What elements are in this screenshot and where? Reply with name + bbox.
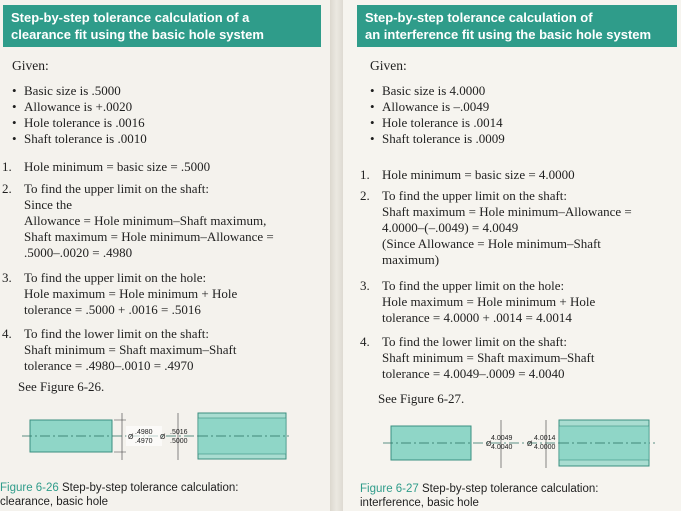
right-see-figure: See Figure 6-27. bbox=[378, 391, 465, 406]
left-header bbox=[3, 5, 321, 47]
step-line: Shaft maximum = Hole minimum–Allowance = bbox=[24, 229, 274, 244]
step-line: Hole maximum = Hole minimum + Hole bbox=[382, 294, 596, 309]
page-gutter bbox=[330, 0, 343, 511]
hole-lower-limit: 4.0000 bbox=[534, 444, 556, 451]
step-line: .5000–.0020 = .4980 bbox=[24, 245, 133, 260]
caption-text: Step-by-step tolerance calculation: bbox=[422, 483, 599, 495]
step-line: Shaft maximum = Hole minimum–Allowance = bbox=[382, 204, 632, 219]
step-number: 1. bbox=[2, 159, 12, 174]
step-line: maximum) bbox=[382, 252, 440, 267]
list-item: • Shaft tolerance is .0009 bbox=[368, 131, 505, 147]
step-line: Hole minimum = basic size = .5000 bbox=[24, 159, 211, 174]
left-header-line2: clearance fit using the basic hole system bbox=[11, 27, 264, 42]
right-header-line2: an interference fit using the basic hole system bbox=[365, 27, 652, 42]
step-number: 3. bbox=[360, 278, 370, 293]
diameter-symbol: Ø bbox=[160, 434, 166, 441]
left-page bbox=[0, 0, 330, 511]
figure-number: Figure 6-26 bbox=[0, 482, 59, 494]
left-caption-line2: clearance, basic hole bbox=[0, 496, 109, 508]
step-line: To find the lower limit on the shaft: bbox=[24, 326, 210, 341]
step-line: Shaft minimum = Shaft maximum–Shaft bbox=[24, 342, 237, 357]
step-line: 4.0000–(–.0049) = 4.0049 bbox=[382, 220, 519, 235]
step-line: Shaft minimum = Shaft maximum–Shaft bbox=[382, 350, 595, 365]
step-line: To find the upper limit on the shaft: bbox=[382, 188, 568, 203]
right-given-list bbox=[368, 83, 505, 147]
step-line: (Since Allowance = Hole minimum–Shaft bbox=[382, 236, 601, 251]
left-caption bbox=[0, 481, 238, 495]
hole-upper-limit: 4.0014 bbox=[534, 435, 556, 442]
step-number: 2. bbox=[360, 188, 370, 203]
right-page bbox=[343, 0, 681, 511]
shaft-lower-limit: .4970 bbox=[135, 438, 153, 445]
caption-text: Step-by-step tolerance calculation: bbox=[62, 482, 239, 494]
shaft-upper-limit: 4.0049 bbox=[491, 435, 513, 442]
step-line: tolerance = .4980–.0010 = .4970 bbox=[24, 358, 194, 373]
step-line: To find the lower limit on the shaft: bbox=[382, 334, 568, 349]
right-header bbox=[357, 5, 677, 47]
left-see-figure: See Figure 6-26. bbox=[18, 379, 105, 394]
step-line: Hole maximum = Hole minimum + Hole bbox=[24, 286, 238, 301]
step-line: Since the bbox=[24, 197, 73, 212]
step-line: tolerance = .5000 + .0016 = .5016 bbox=[24, 302, 201, 317]
step-line: tolerance = 4.0000 + .0014 = 4.0014 bbox=[382, 310, 572, 325]
step-line: Hole minimum = basic size = 4.0000 bbox=[382, 167, 575, 182]
step-line: tolerance = 4.0049–.0009 = 4.0040 bbox=[382, 366, 565, 381]
step-number: 3. bbox=[2, 270, 12, 285]
list-item: • Allowance is –.0049 bbox=[368, 99, 505, 115]
right-caption bbox=[360, 482, 598, 496]
step-number: 1. bbox=[360, 167, 370, 182]
list-item: • Basic size is 4.0000 bbox=[368, 83, 505, 99]
figure-number: Figure 6-27 bbox=[360, 483, 419, 495]
diameter-symbol: Ø bbox=[527, 441, 533, 448]
list-item: • Shaft tolerance is .0010 bbox=[10, 131, 147, 147]
shaft-upper-limit: .4980 bbox=[135, 429, 153, 436]
list-item: • Allowance is +.0020 bbox=[10, 99, 147, 115]
right-caption-line2: interference, basic hole bbox=[360, 497, 479, 509]
figure-6-26-drawing bbox=[22, 408, 302, 468]
step-number: 4. bbox=[360, 334, 370, 349]
right-given-label: Given: bbox=[370, 58, 407, 73]
list-item: • Hole tolerance is .0014 bbox=[368, 115, 505, 131]
list-item: • Basic size is .5000 bbox=[10, 83, 147, 99]
right-header-line1: Step-by-step tolerance calculation of bbox=[365, 10, 593, 25]
step-line: To find the upper limit on the hole: bbox=[382, 278, 565, 293]
left-header-line1: Step-by-step tolerance calculation of a bbox=[11, 10, 250, 25]
left-given-label: Given: bbox=[12, 58, 49, 73]
step-line: Allowance = Hole minimum–Shaft maximum, bbox=[24, 213, 267, 228]
step-line: To find the upper limit on the hole: bbox=[24, 270, 207, 285]
shaft-lower-limit: 4.0040 bbox=[491, 444, 513, 451]
step-line: To find the upper limit on the shaft: bbox=[24, 181, 210, 196]
list-item: • Hole tolerance is .0016 bbox=[10, 115, 147, 131]
left-given-list bbox=[10, 83, 147, 147]
figure-6-27-drawing bbox=[383, 418, 663, 474]
diameter-symbol: Ø bbox=[128, 434, 134, 441]
hole-lower-limit: .5000 bbox=[170, 438, 188, 445]
diameter-symbol: Ø bbox=[486, 441, 492, 448]
hole-upper-limit: .5016 bbox=[170, 429, 188, 436]
step-number: 4. bbox=[2, 326, 12, 341]
step-number: 2. bbox=[2, 181, 12, 196]
